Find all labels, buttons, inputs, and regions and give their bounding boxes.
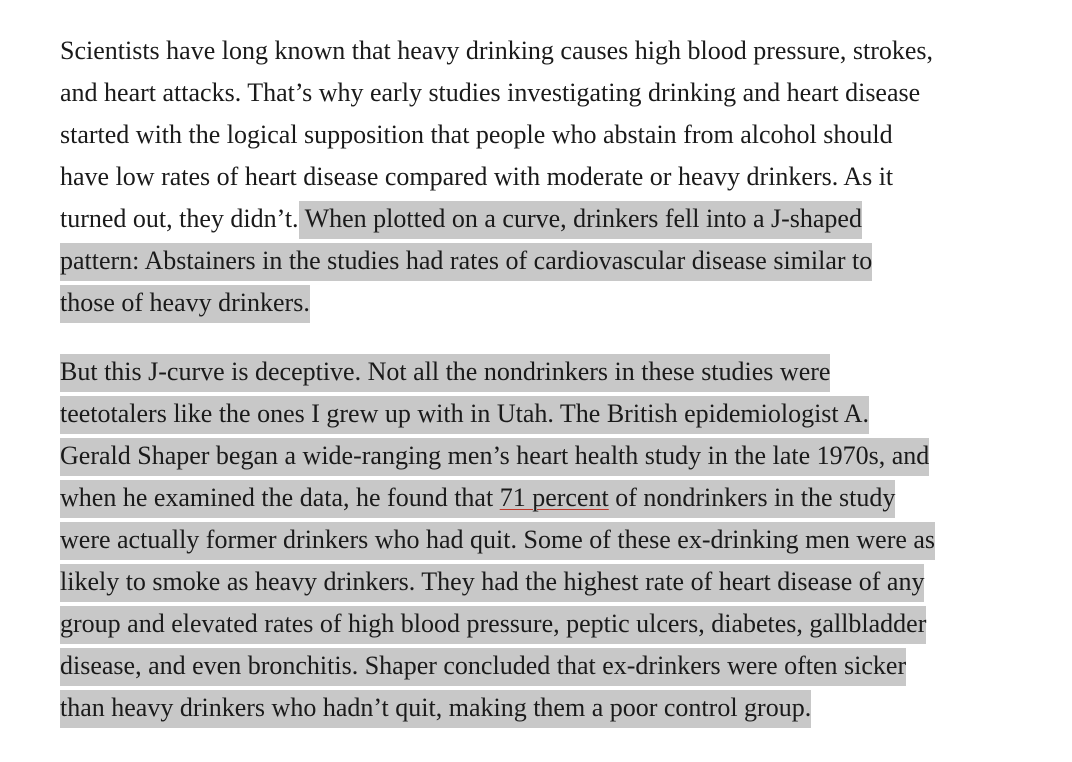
text-line [60,198,1020,240]
text-line [60,282,1020,324]
text-line [60,519,1020,561]
text-line [60,477,1020,519]
text-line [60,435,1020,477]
text-line: have low rates of heart disease compared with moderate or heavy drinkers. As it [60,162,894,191]
article-body [60,30,1020,729]
highlighted-text[interactable]: likely to smoke as heavy drinkers. They had the highest rate of heart disease of any [60,564,924,602]
text-line: Scientists have long known that heavy drinking causes high blood pressure, strokes, [60,36,934,65]
text-line [60,687,1020,729]
text-line [60,645,1020,687]
highlighted-text[interactable]: teetotalers like the ones I grew up with in Utah. The British epidemiologist A. [60,396,869,434]
highlighted-text[interactable] [60,480,895,518]
text-line: and heart attacks. That’s why early studies investigating drinking and heart disease [60,78,921,107]
text-line [60,561,1020,603]
highlighted-text[interactable]: were actually former drinkers who had quit. Some of these ex-drinking men were as [60,522,935,560]
text-line [60,603,1020,645]
highlighted-text[interactable]: But this J-curve is deceptive. Not all the nondrinkers in these studies were [60,354,830,392]
highlighted-text[interactable]: When plotted on a curve, drinkers fell into a J-shaped [299,201,862,239]
highlighted-text[interactable]: than heavy drinkers who hadn’t quit, making them a poor control group. [60,690,811,728]
text-line [60,240,1020,282]
paragraph-1 [60,30,1020,324]
text-line [60,393,1020,435]
highlighted-text[interactable]: disease, and even bronchitis. Shaper concluded that ex-drinkers were often sicker [60,648,906,686]
text-line: started with the logical supposition that people who abstain from alcohol should [60,120,893,149]
plain-text: turned out, they didn’t. [60,204,299,233]
paragraph-spacer [60,324,1020,351]
highlighted-text[interactable]: pattern: Abstainers in the studies had rates of cardiovascular disease similar to [60,243,872,281]
paragraph-2 [60,351,1020,729]
highlighted-text[interactable]: Gerald Shaper began a wide-ranging men’s heart health study in the late 1970s, and [60,438,929,476]
highlighted-text[interactable]: group and elevated rates of high blood pressure, peptic ulcers, diabetes, gallbladder [60,606,926,644]
text-segment: of nondrinkers in the study [608,483,896,512]
highlighted-text[interactable]: those of heavy drinkers. [60,285,310,323]
text-line [60,351,1020,393]
text-segment: when he examined the data, he found that [60,483,500,512]
percent-link[interactable]: 71 percent [499,483,609,512]
